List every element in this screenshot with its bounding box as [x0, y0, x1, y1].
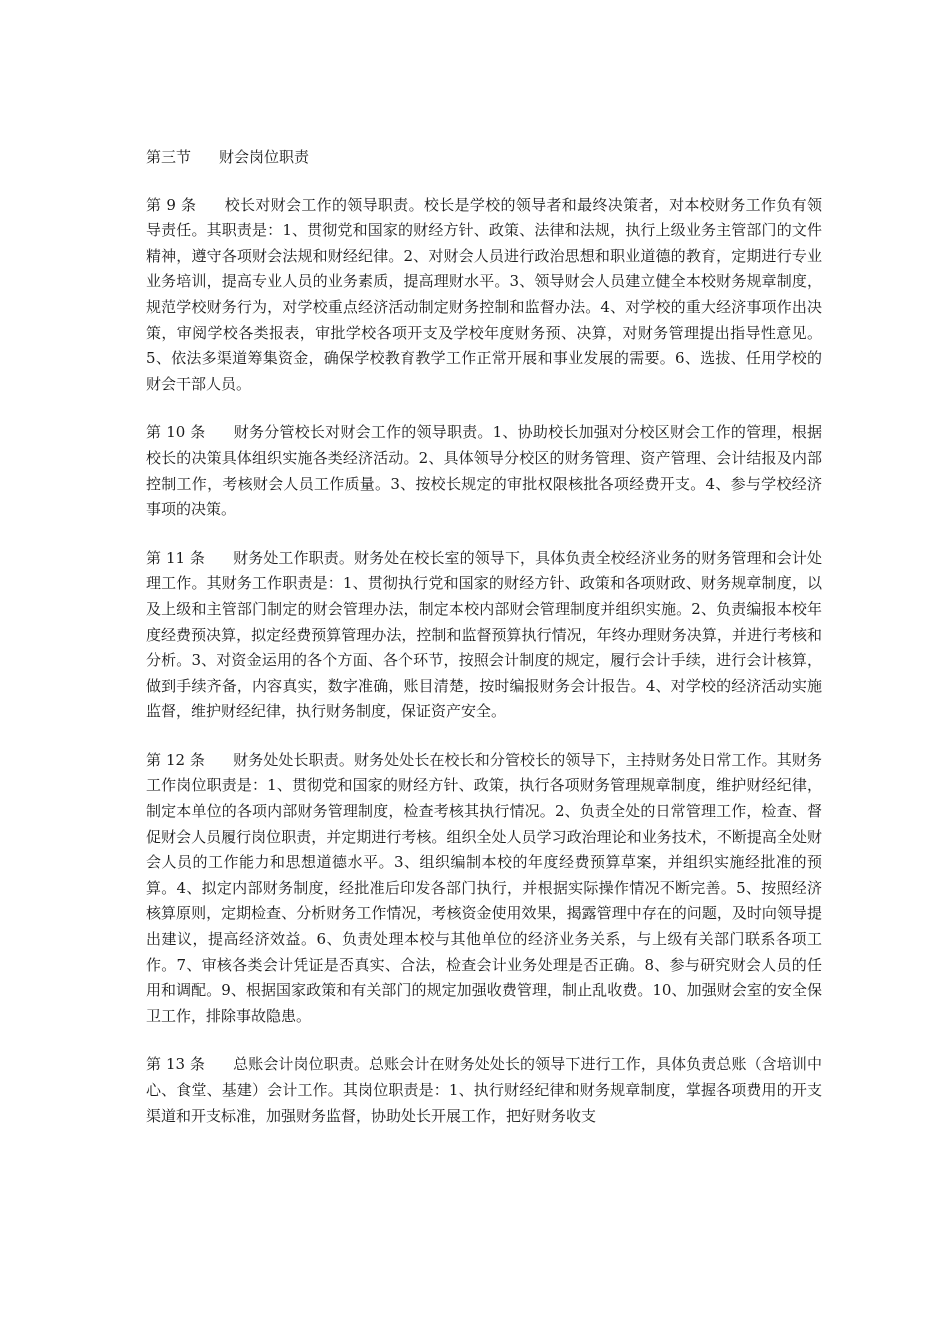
article-label: 第 11 条 — [146, 548, 206, 567]
article-text: 财务处工作职责。财务处在校长室的领导下，具体负责全校经济业务的财务管理和会计处理工作。其财务工作职责是：1、贯彻执行党和国家的财经方针、政策和各项财政、财务规章制度，以及上级和主管部门制定的财会管理办法，制定本校内部财会管理制度并组织实施。2、负责编报本校年度经费预决算，拟定经费预算管理办法，控制和监督预算执行情况，年终办理财务决算，并进行考核和分析。3、对资金运用的各个方面、各个环节，按照会计制度的规定，履行会计手续，进行会计核算，做到手续齐备，内容真实，数字准确，账目清楚，按时编报财务会计报告。4、对学校的经济活动实施监督，维护财经纪律，执行财务制度，保证资产安全。 — [146, 548, 822, 721]
article-10 — [146, 420, 822, 522]
article-12 — [146, 748, 822, 1030]
article-label: 第 10 条 — [146, 423, 206, 442]
article-11 — [146, 546, 822, 725]
document-body — [146, 145, 822, 1152]
article-label: 第 13 条 — [146, 1055, 206, 1074]
article-label: 第 9 条 — [146, 195, 197, 214]
article-text: 财务处处长职责。财务处处长在校长和分管校长的领导下，主持财务处日常工作。其财务工作岗位职责是：1、贯彻党和国家的财经方针、政策，执行各项财务管理规章制度，维护财经纪律，制定本单位的各项内部财务管理制度，检查考核其执行情况。2、负责全处的日常管理工作，检查、督促财会人员履行岗位职责，并定期进行考核。组织全处人员学习政治理论和业务技术，不断提高全处财会人员的工作能力和思想道德水平。3、组织编制本校的年度经费预算草案，并组织实施经批准的预算。4、拟定内部财务制度，经批准后印发各部门执行，并根据实际操作情况不断完善。5、按照经济核算原则，定期检查、分析财务工作情况，考核资金使用效果，揭露管理中存在的问题，及时向领导提出建议，提高经济效益。6、负责处理本校与其他单位的经济业务关系，与上级有关部门联系各项工作。7、审核各类会计凭证是否真实、合法，检查会计业务处理是否正确。8、参与研究财会人员的任用和调配。9、根据国家政策和有关部门的规定加强收费管理，制止乱收费。10、加强财会室的安全保卫工作，排除事故隐患。 — [146, 750, 822, 1025]
section-heading — [146, 145, 822, 171]
article-text: 财务分管校长对财会工作的领导职责。1、协助校长加强对分校区财会工作的管理，根据校长的决策具体组织实施各类经济活动。2、具体领导分校区的财务管理、资产管理、会计结报及内部控制工作，考核财会人员工作质量。3、按校长规定的审批权限核批各项经费开支。4、参与学校经济事项的决策。 — [146, 423, 822, 519]
section-number: 第三节 — [146, 148, 192, 166]
article-text: 校长对财会工作的领导职责。校长是学校的领导者和最终决策者，对本校财务工作负有领导责任。其职责是：1、贯彻党和国家的财经方针、政策、法律和法规，执行上级业务主管部门的文件精神，遵守各项财会法规和财经纪律。2、对财会人员进行政治思想和职业道德的教育，定期进行专业业务培训，提高专业人员的业务素质，提高理财水平。3、领导财会人员建立健全本校财务规章制度，规范学校财务行为，对学校重点经济活动制定财务控制和监督办法。4、对学校的重大经济事项作出决策，审阅学校各类报表，审批学校各项开支及学校年度财务预、决算，对财务管理提出指导性意见。5、依法多渠道筹集资金，确保学校教育教学工作正常开展和事业发展的需要。6、选拔、任用学校的财会干部人员。 — [146, 195, 822, 393]
article-text: 总账会计岗位职责。总账会计在财务处处长的领导下进行工作，具体负责总账（含培训中心、食堂、基建）会计工作。其岗位职责是：1、执行财经纪律和财务规章制度，掌握各项费用的开支渠道和开支标准，加强财务监督，协助处长开展工作，把好财务收支 — [146, 1055, 822, 1125]
section-title: 财会岗位职责 — [219, 148, 310, 166]
article-label: 第 12 条 — [146, 750, 206, 769]
article-13 — [146, 1052, 822, 1129]
article-9 — [146, 193, 822, 398]
